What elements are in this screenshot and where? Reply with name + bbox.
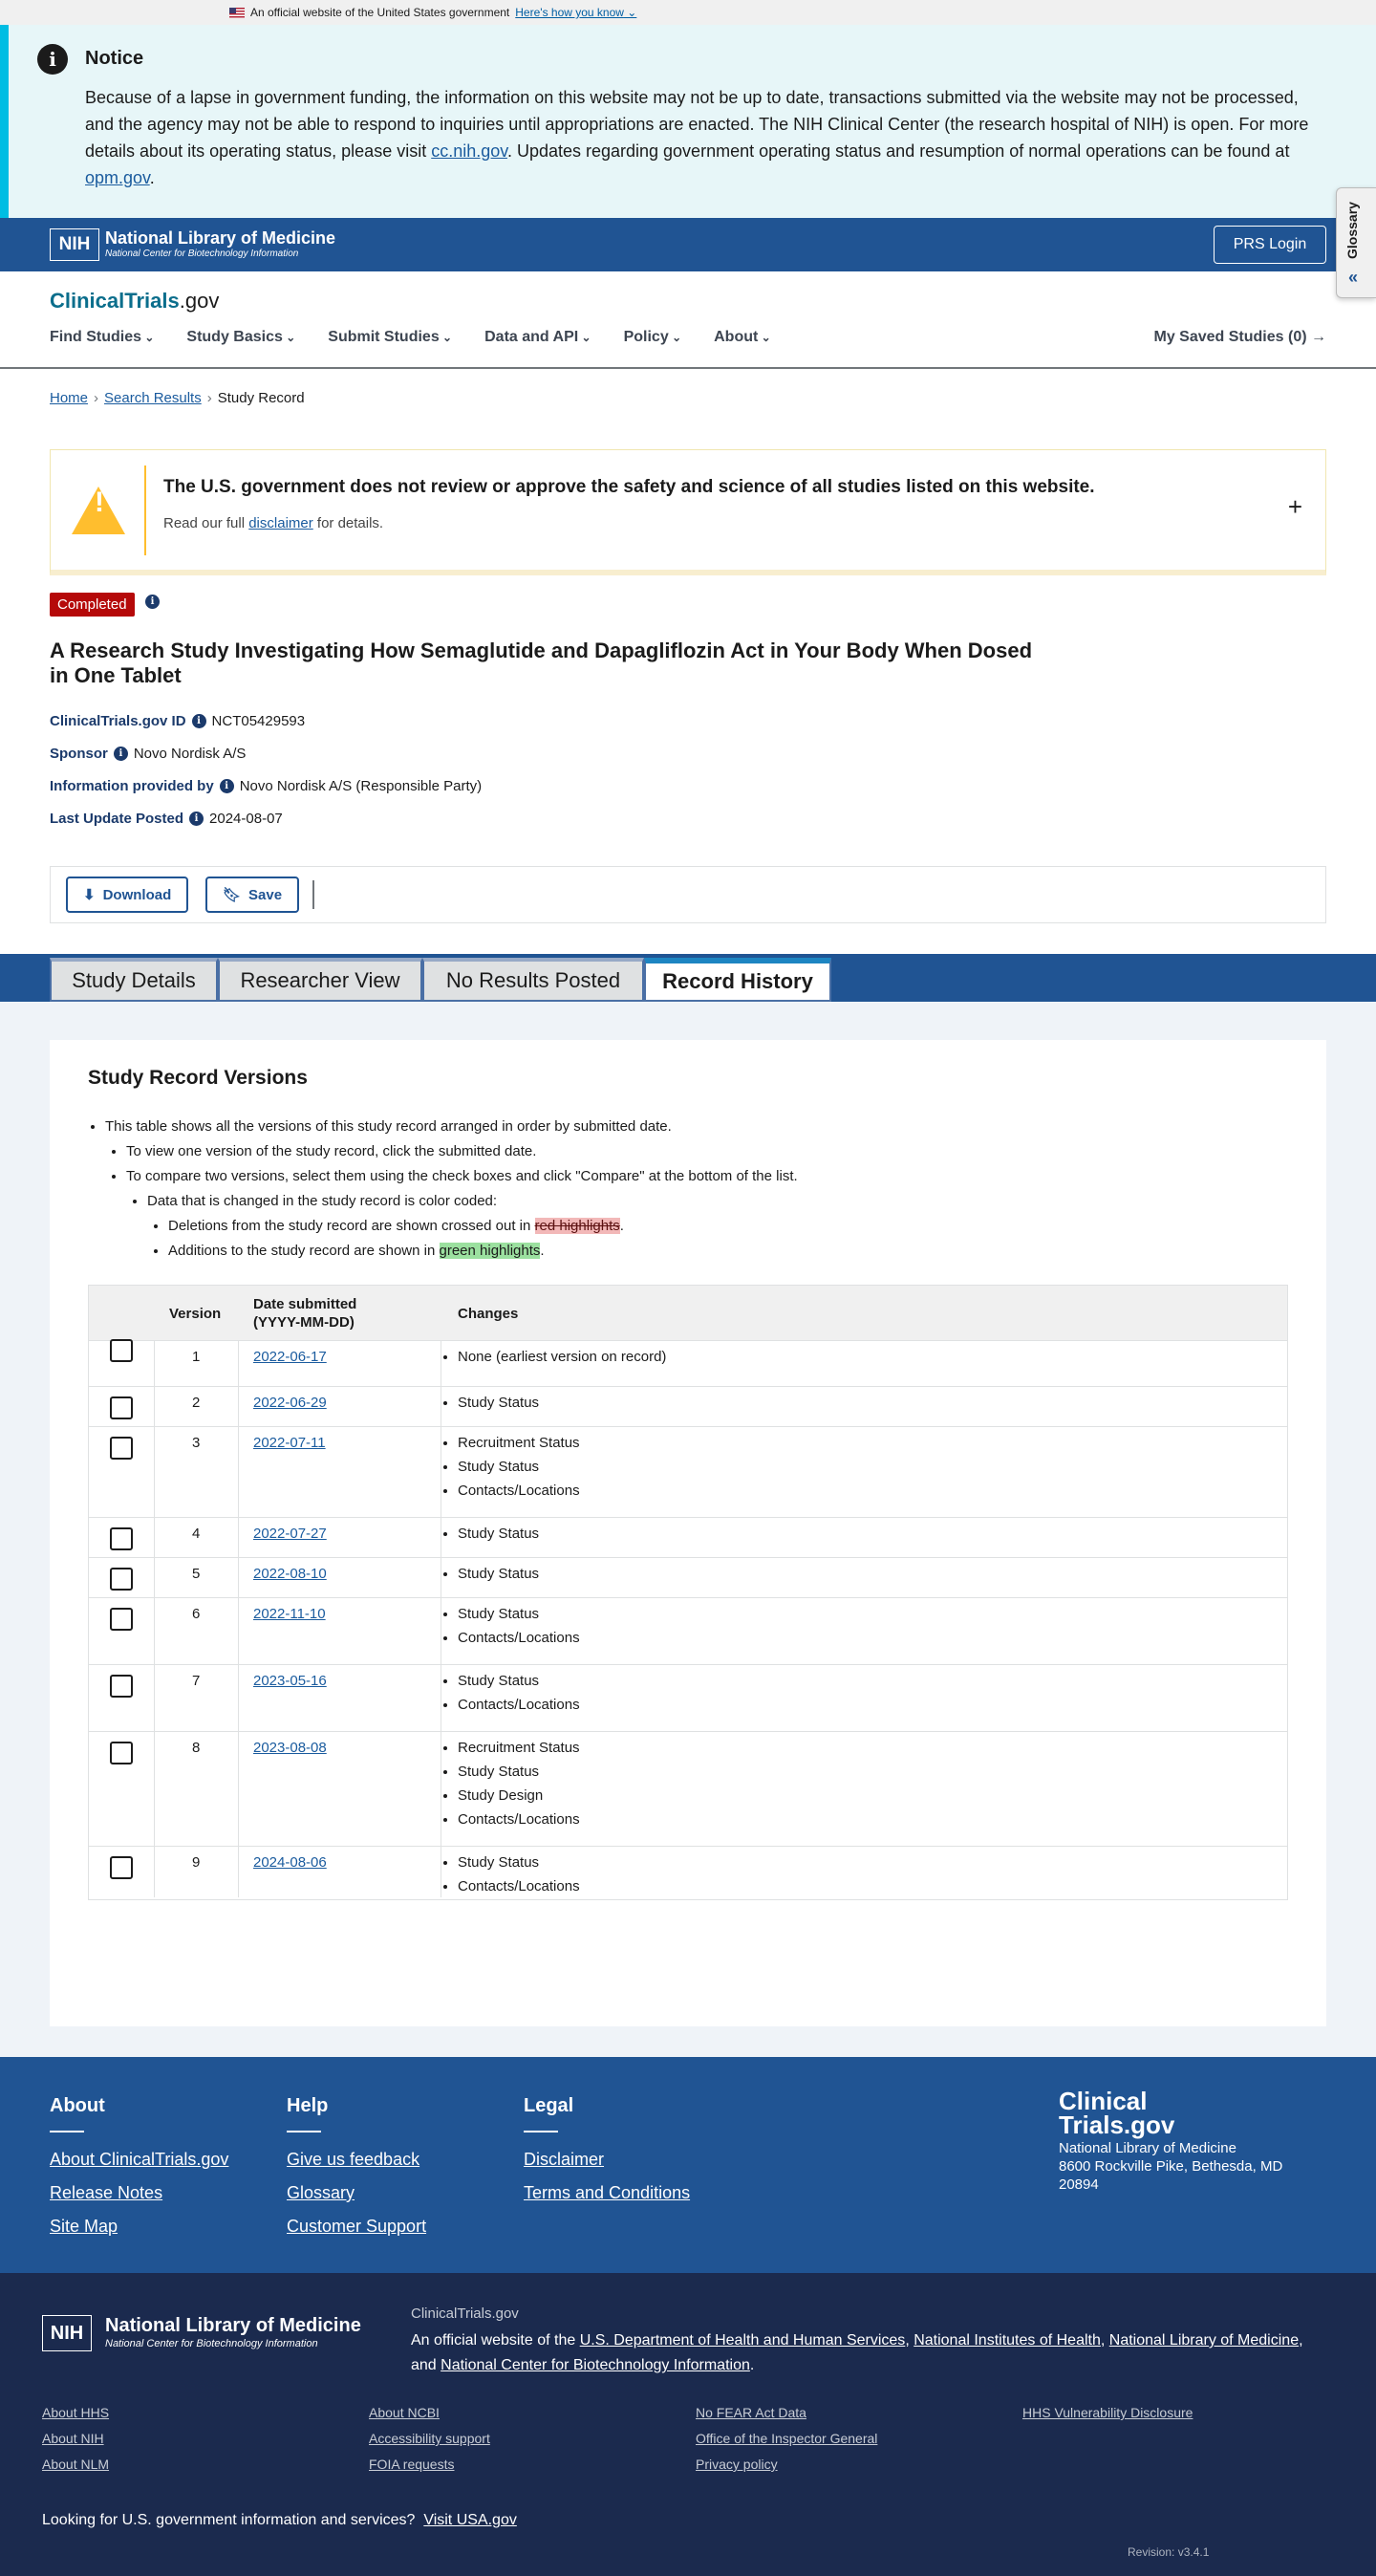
bookmark-icon: 🔖︎ <box>223 887 242 903</box>
footer-nlm-title[interactable]: National Library of Medicine <box>105 2315 361 2336</box>
gov-banner-text: An official website of the United States government <box>250 6 510 19</box>
version-date-link[interactable]: 2022-07-11 <box>253 1435 326 1451</box>
gov-banner <box>0 0 1376 25</box>
version-checkbox[interactable] <box>110 1675 133 1698</box>
download-button[interactable]: ⬇ Download <box>66 877 188 913</box>
version-number: 3 <box>192 1435 201 1451</box>
column-header-version: Version <box>169 1305 222 1322</box>
change-item: • Study Status <box>458 1602 580 1626</box>
table-row <box>89 1598 1288 1665</box>
nav-policy[interactable]: Policy ⌄ <box>624 329 682 346</box>
footer-legal-title: Legal <box>524 2095 574 2116</box>
versions-table <box>88 1285 1288 1900</box>
version-date-link[interactable]: 2022-08-10 <box>253 1566 327 1582</box>
changes-list <box>458 1562 539 1586</box>
footer-bottom <box>0 2273 1376 2576</box>
study-id-row <box>50 713 305 729</box>
info-provided-label: Information provided by <box>50 778 214 794</box>
version-number: 7 <box>192 1673 201 1689</box>
clinicaltrials-logo[interactable]: ClinicalTrials.gov <box>50 289 220 313</box>
info-provided-row <box>50 778 482 794</box>
change-item: • Study Status <box>458 1522 539 1546</box>
change-item: • Recruitment Status <box>458 1431 580 1455</box>
footer-address: National Library of Medicine 8600 Rockville Pike, Bethesda, MD 20894 <box>1059 2140 1283 2193</box>
usa-gov-link[interactable]: Visit USA.gov <box>423 2512 517 2528</box>
footer-link-site-map[interactable]: Site Map <box>50 2217 118 2236</box>
change-item: • Study Status <box>458 1760 580 1784</box>
instruction-item: • Additions to the study record are shown in green highlights. <box>168 1239 798 1264</box>
changes-list <box>458 1431 580 1503</box>
sponsor-label: Sponsor <box>50 746 108 762</box>
version-number: 4 <box>192 1526 201 1542</box>
disclaimer-title: The U.S. government does not review or approve the safety and science of all studies listed on this website. <box>163 477 1095 497</box>
red-highlight-sample: red highlights <box>534 1218 620 1234</box>
nlm-link[interactable]: National Library of Medicine <box>1108 2332 1300 2349</box>
column-header-date: Date submitted (YYYY-MM-DD) <box>253 1296 357 1331</box>
nlm-header <box>0 218 1376 271</box>
change-item: • Study Design <box>458 1784 580 1808</box>
footer-link-disclaimer[interactable]: Disclaimer <box>524 2150 605 2169</box>
table-row <box>89 1732 1288 1847</box>
change-item: • Study Status <box>458 1669 580 1693</box>
info-provided-value: Novo Nordisk A/S (Responsible Party) <box>239 778 483 794</box>
study-tabs <box>0 954 1376 1002</box>
nih-logo[interactable]: NIH <box>50 228 99 261</box>
change-item: • Recruitment Status <box>458 1736 580 1760</box>
table-row <box>89 1349 1288 1387</box>
revision-text: Revision: v3.4.1 <box>1128 2545 1210 2559</box>
chevron-right-icon: › <box>94 390 99 406</box>
breadcrumb-search-results[interactable]: Search Results <box>104 390 202 406</box>
expand-plus-icon[interactable]: + <box>1287 492 1302 521</box>
nav-data-api[interactable]: Data and API ⌄ <box>484 329 591 346</box>
nlm-subtitle: National Center for Biotechnology Information <box>105 249 299 259</box>
download-icon: ⬇ <box>83 887 96 903</box>
version-number: 1 <box>192 1349 201 1365</box>
tab-study-details[interactable]: Study Details <box>50 958 218 1002</box>
info-icon[interactable]: i <box>189 812 204 826</box>
last-update-row <box>50 811 283 827</box>
info-icon: i <box>37 44 68 75</box>
footer-heading-bar <box>287 2131 321 2132</box>
footer-link-about-hhs[interactable]: About HHS <box>42 2405 110 2420</box>
version-checkbox[interactable] <box>110 1437 133 1460</box>
table-row <box>89 1518 1288 1558</box>
changes-list <box>458 1522 539 1546</box>
footer-link-feedback[interactable]: Give us feedback <box>287 2150 420 2169</box>
changes-list <box>458 1669 580 1717</box>
version-date-link[interactable]: 2022-11-10 <box>253 1606 326 1622</box>
info-icon[interactable]: i <box>220 779 234 793</box>
footer-links-col-3 <box>696 2405 877 2482</box>
study-id-value: NCT05429593 <box>211 713 306 729</box>
table-header <box>89 1286 1288 1341</box>
version-number: 2 <box>192 1395 201 1411</box>
us-flag-icon <box>229 8 245 18</box>
changes-list <box>458 1736 580 1831</box>
notice-title: Notice <box>85 48 144 69</box>
usa-gov-line: Looking for U.S. government information and services? Visit USA.gov <box>42 2512 517 2528</box>
nav-find-studies[interactable]: Find Studies ⌄ <box>50 329 154 346</box>
version-date-link[interactable]: 2022-06-29 <box>253 1395 327 1411</box>
table-row <box>89 1558 1288 1598</box>
status-badge: Completed <box>50 593 135 617</box>
change-item: • Contacts/Locations <box>458 1479 580 1503</box>
version-date-link[interactable]: 2024-08-06 <box>253 1854 327 1871</box>
prs-login-button[interactable]: PRS Login <box>1214 226 1326 264</box>
instruction-item: • To compare two versions, select them using the check boxes and click "Compare" at the bottom of the list. <box>126 1164 798 1189</box>
version-number: 9 <box>192 1854 201 1871</box>
disclaimer-divider <box>144 465 146 555</box>
study-title: A Research Study Investigating How Semaglutide and Dapagliflozin Act in Your Body When Dosed in One Tablet <box>50 639 1033 687</box>
version-checkbox[interactable] <box>110 1608 133 1631</box>
table-row <box>89 1665 1288 1732</box>
footer-about <box>50 2095 228 2250</box>
footer-link-glossary[interactable]: Glossary <box>287 2183 355 2202</box>
version-date-link[interactable]: 2022-06-17 <box>253 1349 327 1365</box>
nav-divider <box>0 367 1376 369</box>
disclaimer-link[interactable]: disclaimer <box>248 515 313 531</box>
version-checkbox[interactable] <box>110 1856 133 1879</box>
breadcrumb-current: Study Record <box>217 390 305 406</box>
footer-link-no-fear[interactable]: No FEAR Act Data <box>696 2405 806 2420</box>
change-item: • Study Status <box>458 1562 539 1586</box>
study-id-label: ClinicalTrials.gov ID <box>50 713 186 729</box>
footer-help-title: Help <box>287 2095 329 2116</box>
arrow-right-icon: → <box>1311 329 1326 345</box>
change-item: • Contacts/Locations <box>458 1626 580 1650</box>
change-item: • Contacts/Locations <box>458 1874 580 1898</box>
footer-site-name: ClinicalTrials.gov <box>411 2305 519 2322</box>
footer-heading-bar <box>524 2131 558 2132</box>
change-item: • Study Status <box>458 1391 539 1415</box>
tab-researcher-view[interactable]: Researcher View <box>218 958 422 1002</box>
footer <box>0 2057 1376 2273</box>
versions-instructions <box>105 1115 798 1264</box>
tab-record-history[interactable]: Record History <box>644 958 831 1002</box>
nav-submit-studies[interactable]: Submit Studies ⌄ <box>328 329 452 346</box>
study-record-versions-card <box>50 1040 1326 2026</box>
nav-study-basics[interactable]: Study Basics ⌄ <box>186 329 295 346</box>
footer-link-vulnerability[interactable]: HHS Vulnerability Disclosure <box>1022 2405 1193 2420</box>
instruction-item: • Deletions from the study record are shown crossed out in red highlights. <box>168 1214 798 1239</box>
change-item: • Study Status <box>458 1455 580 1479</box>
footer-heading-bar <box>50 2131 84 2132</box>
glossary-tab[interactable] <box>1336 187 1376 298</box>
breadcrumb-home[interactable]: Home <box>50 390 89 406</box>
changes-list <box>458 1391 539 1415</box>
version-checkbox[interactable] <box>110 1568 133 1591</box>
nav-about[interactable]: About ⌄ <box>714 329 771 346</box>
changes-list <box>458 1851 580 1898</box>
version-number: 5 <box>192 1566 201 1582</box>
heres-how-you-know-link[interactable]: Here's how you know ⌄ <box>515 6 637 19</box>
last-update-label: Last Update Posted <box>50 811 184 827</box>
footer-link-foia[interactable]: FOIA requests <box>369 2457 455 2472</box>
action-divider <box>312 880 314 909</box>
footer-link-about-nih[interactable]: About NIH <box>42 2431 104 2446</box>
green-highlight-sample: green highlights <box>439 1243 541 1259</box>
footer-link-support[interactable]: Customer Support <box>287 2217 427 2236</box>
tab-no-results-posted[interactable]: No Results Posted <box>422 958 644 1002</box>
notice-banner <box>0 25 1376 218</box>
version-date-link[interactable]: 2022-07-27 <box>253 1526 327 1542</box>
footer-about-title: About <box>50 2095 105 2116</box>
save-button[interactable]: 🔖︎ Save <box>205 877 299 913</box>
info-icon[interactable]: i <box>192 714 206 728</box>
opm-link[interactable]: opm.gov <box>85 168 150 187</box>
glossary-label: Glossary <box>1344 202 1360 259</box>
breadcrumb <box>50 390 305 406</box>
footer-link-about-nlm[interactable]: About NLM <box>42 2457 110 2472</box>
instruction-item: • This table shows all the versions of this study record arranged in order by submitted date. <box>105 1115 798 1139</box>
info-icon[interactable]: i <box>145 595 160 609</box>
footer-nih-logo[interactable]: NIH <box>42 2315 92 2351</box>
notice-text: Because of a lapse in government funding, the information on this website may not be up to date, transactions submitted via the website may not be processed, and the agency may not be able to respond to inquiries until appropriations are enacted. The NIH Clinical Center (the research hospital of NIH) is open. For more details about its operating status, please visit cc.nih.gov. Updates regarding government operating status and resumption of normal operations can be found at opm.gov. <box>85 88 1309 187</box>
hhs-link[interactable]: U.S. Department of Health and Human Services <box>579 2332 906 2349</box>
footer-link-privacy[interactable]: Privacy policy <box>696 2457 778 2472</box>
main-nav <box>50 329 771 346</box>
footer-link-about-ct[interactable]: About ClinicalTrials.gov <box>50 2150 229 2169</box>
version-checkbox[interactable] <box>110 1396 133 1419</box>
table-row <box>89 1427 1288 1518</box>
version-checkbox[interactable] <box>110 1527 133 1550</box>
version-date-link[interactable]: 2023-08-08 <box>253 1740 327 1756</box>
version-checkbox[interactable] <box>110 1339 133 1362</box>
footer-link-terms[interactable]: Terms and Conditions <box>524 2183 691 2202</box>
disclaimer-alert[interactable] <box>50 449 1326 575</box>
version-date-link[interactable]: 2023-05-16 <box>253 1673 327 1689</box>
table-row <box>89 1847 1288 1900</box>
instruction-item: • Data that is changed in the study record is color coded: <box>147 1189 798 1214</box>
footer-link-about-ncbi[interactable]: About NCBI <box>369 2405 440 2420</box>
changes-list <box>458 1345 666 1369</box>
official-website-text: An official website of the U.S. Department of Health and Human Services, National Institutes of Health, National Library of Medicine, and National Center for Biotechnology Information. <box>411 2332 1303 2373</box>
footer-ct-logo[interactable]: Clinical Trials.gov <box>1059 2087 1175 2139</box>
nlm-title[interactable]: National Library of Medicine <box>105 228 336 248</box>
my-saved-studies-link[interactable]: My Saved Studies (0) → <box>1153 329 1326 345</box>
footer-links-col-2 <box>369 2405 490 2482</box>
action-bar <box>50 866 1326 923</box>
footer-legal <box>524 2095 690 2217</box>
versions-heading: Study Record Versions <box>88 1067 308 1089</box>
disclaimer-text: Read our full disclaimer for details. <box>163 515 384 531</box>
sponsor-value: Novo Nordisk A/S <box>133 746 247 762</box>
footer-link-release-notes[interactable]: Release Notes <box>50 2183 163 2202</box>
ncbi-link[interactable]: National Center for Biotechnology Information <box>441 2357 750 2373</box>
footer-nlm-subtitle: National Center for Biotechnology Information <box>105 2338 318 2349</box>
footer-links-col-4 <box>1022 2405 1193 2431</box>
table-row <box>89 1387 1288 1427</box>
change-item: • Contacts/Locations <box>458 1808 580 1831</box>
chevron-double-left-icon: « <box>1348 268 1359 287</box>
change-item: • Contacts/Locations <box>458 1693 580 1717</box>
changes-list <box>458 1602 580 1650</box>
instruction-item: • To view one version of the study record, click the submitted date. <box>126 1139 798 1164</box>
sponsor-row <box>50 746 246 762</box>
chevron-right-icon: › <box>206 390 212 406</box>
column-header-changes: Changes <box>458 1305 519 1322</box>
version-number: 6 <box>192 1606 201 1622</box>
nih-link[interactable]: National Institutes of Health <box>914 2332 1101 2349</box>
footer-link-accessibility[interactable]: Accessibility support <box>369 2431 490 2446</box>
footer-link-oig[interactable]: Office of the Inspector General <box>696 2431 878 2446</box>
change-item: • Study Status <box>458 1851 580 1874</box>
footer-links-col-1 <box>42 2405 109 2482</box>
version-number: 8 <box>192 1740 201 1756</box>
warning-exclamation: ! <box>95 487 104 518</box>
last-update-value: 2024-08-07 <box>209 811 283 827</box>
info-icon[interactable]: i <box>114 747 128 761</box>
footer-help <box>287 2095 426 2250</box>
change-item: • None (earliest version on record) <box>458 1345 666 1369</box>
cc-nih-link[interactable]: cc.nih.gov <box>431 141 507 161</box>
version-checkbox[interactable] <box>110 1742 133 1764</box>
